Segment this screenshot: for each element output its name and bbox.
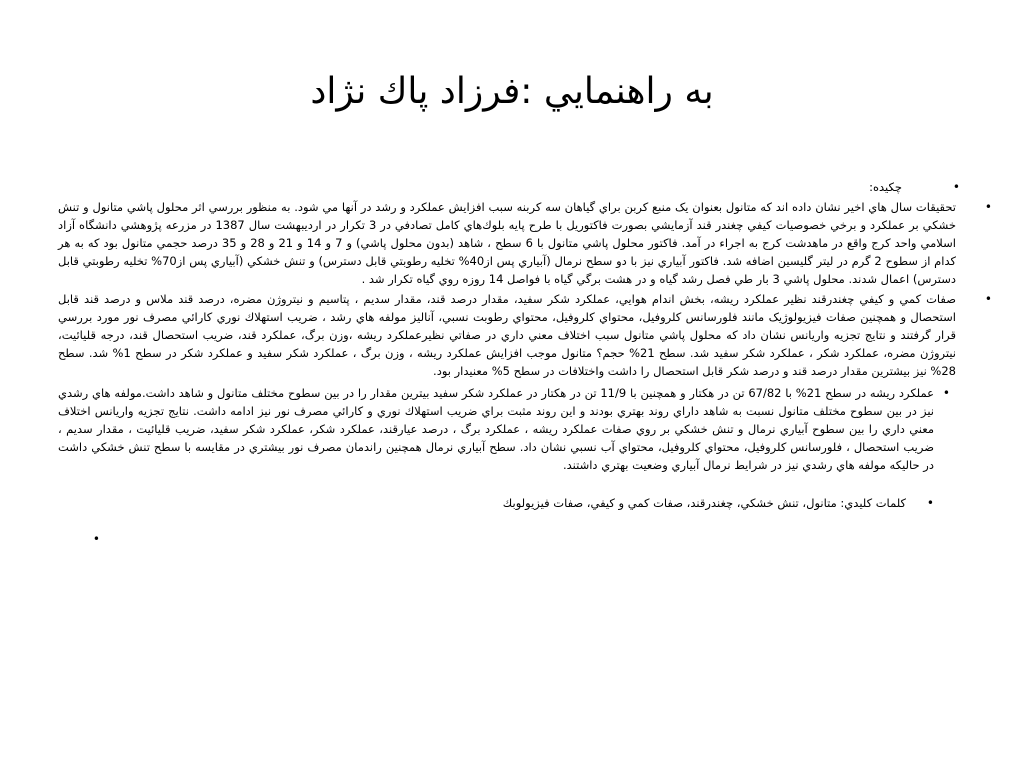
- bullet-icon: •: [92, 532, 100, 546]
- bullet-icon: •: [942, 386, 950, 400]
- paragraph-text: عملكرد ريشه در سطح 21% با 67/82 تن در هكتار و همچنين با 11/9 تن در هكتار در عملكرد شكر سفيد بيترين مقدار را در بين سطوح مختلف متانول و شاهد داشت.مولفه هاي رشدي نيز در بين سطوح مختلف متانول نسبت به شاهد داراي روند بهتري بودند و اين روند مثبت براي ضريب استهلاك نوري و كارائي مصرف نور نيز ادامه داشت. نتايج تجزيه واريانس اختلاف معني داري را بين سطوح آبياري نرمال و تنش خشكي بر روي صفات عملكرد ريشه ، عملكرد برگ ، درصد عيارقند، عملكرد شكر، عملكرد شكر سفيد، ضريب قليائيت ، مقدار سديم ، ضريب استحصال ، فلورسانس كلروفيل، محتواي كلروفيل، محتواي آب نسبي نشان داد. سطح آبياري نرمال همچنين راندمان مصرف نور بيشتري در مقايسه با سطح تنش خشكي داشت در حاليكه مولفه هاي رشدي نيز در شرايط نرمال آبياري وضعيت بهتري داشتند.: [58, 386, 935, 472]
- abstract-label-item: [58, 178, 962, 196]
- bullet-icon: •: [984, 200, 992, 214]
- slide-body: [58, 178, 992, 548]
- slide-title: به راهنمايي :فرزاد پاك نژاد: [310, 71, 714, 112]
- bullet-icon: •: [984, 292, 992, 306]
- keywords-item: [58, 494, 962, 512]
- bullet-icon: •: [926, 496, 934, 510]
- abstract-label: چكيده:: [869, 180, 902, 194]
- abstract-paragraph-1: [58, 198, 992, 288]
- paragraph-text: تحقيقات سال هاي اخير نشان داده اند که متانول بعنوان یک منبع کربن براي گياهان سه کربنه سبب افزايش عملكرد و رشد در آنها مي شود. به منظور بررسي اثر محلول پاشي متانول و تنش خشكي بر عملكرد و برخي خصوصيات كيفي چغندر قند آزمايشي بصورت فاكتوريل با طرح پايه بلوك‌هاي كامل تصادفي در 3 تكرار در ارديبهشت سال 1387 در مزرعه پژوهشي دانشگاه آزاد اسلامي واحد كرج واقع در ماهدشت كرج به اجراء در آمد. فاكتور محلول پاشي متانول با 6 سطح ، شاهد (بدون محلول پاشي) و 7 و 14 و 21 و 28 و 35 درصد حجمي متانول بود كه به هر كدام از سطوح 2 گرم در ليتر گليسين اضافه شد. فاكتور آبياري نيز با دو سطح نرمال (آبياري پس از40% تخليه رطوبتي قابل دسترس) و تنش خشكي (آبياري پس از70% تخليه رطوبتي قابل دسترس) اعمال شدند. محلول پاشي 3 بار طي فصل رشد گياه و در هشت برگي گياه با فواصل 14 روزه روي گياه تكرار شد .: [58, 200, 956, 286]
- empty-bullet-item: [58, 530, 962, 548]
- bullet-icon: •: [952, 180, 960, 194]
- paragraph-text: صفات كمي و كيفي چغندرقند نظير عملكرد ريشه، بخش اندام هوايي، عملكرد شكر سفيد، مقدار درصد قند، مقدار سديم ، پتاسيم و نيتروژن مضره، درصد قند ملاس و درصد قند قابل استحصال و همچنين صفات فيزيولوژيک مانند فلورسانس كلروفيل، محتواي كلروفيل، محتواي رطوبت نسبي، آناليز مولفه هاي رشد ، ضريب استهلاك نوري كارائي مصرف نور مورد بررسي قرار گرفتند و نتايج تجزيه واريانس نشان داد كه محلول پاشي متانول سبب اختلاف معني داري در صفاتي نظيرعملكرد ريشه ،وزن برگ، عملكرد قند، ضريب استحصال قند، درجه قليائيت، نيتروژن مضره، عملكرد شكر ، عملكرد شكر سفيد شد. سطح 21% حجم؟ متانول موجب افزايش عملكرد ريشه ، وزن برگ ، عملكرد شكر سفيد و عملكرد شكر در سطح 1% شد. سطح 28% نيز بيشترين مقدار درصد قند و درصد شكر قابل استحصال را داشت واختلافات در سطح 5% معنيدار بود.: [58, 292, 957, 378]
- abstract-paragraph-3: [58, 384, 962, 474]
- abstract-paragraph-2: [58, 290, 992, 380]
- keywords-text: كلمات كليدي: متانول، تنش خشكي، چغندرقند، صفات كمي و كيفي، صفات فيزيولوبك: [502, 496, 906, 510]
